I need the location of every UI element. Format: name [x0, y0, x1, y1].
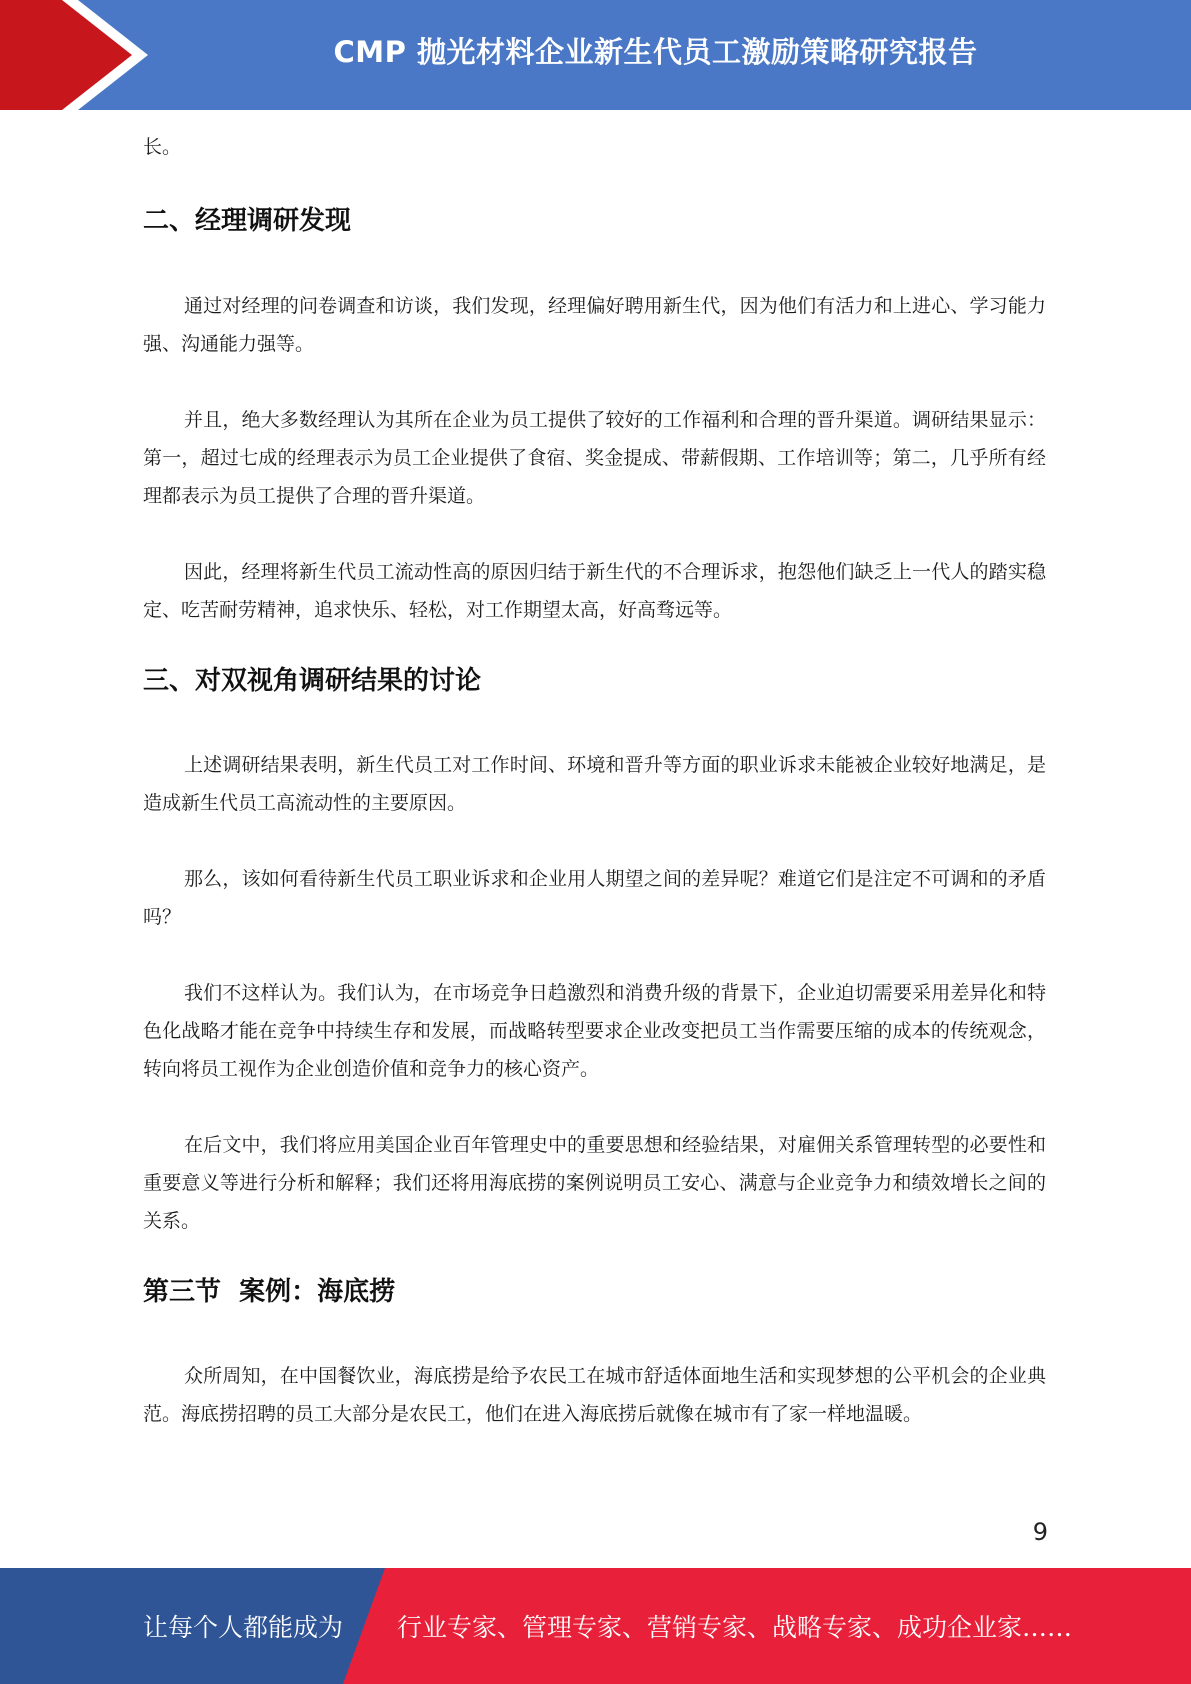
document-title: CMP 抛光材料企业新生代员工激励策略研究报告: [333, 34, 978, 69]
paragraph: 众所周知，在中国餐饮业，海底捞是给予农民工在城市舒适体面地生活和实现梦想的公平机会的企业典范。海底捞招聘的员工大部分是农民工，他们在进入海底捞后就像在城市有了家一样地温暖。: [143, 1365, 1046, 1425]
page-content: [143, 128, 1046, 1433]
paragraph: 并且，绝大多数经理认为其所在企业为员工提供了较好的工作福利和合理的晋升渠道。调研结果显示：第一，超过七成的经理表示为员工企业提供了食宿、奖金提成、带薪假期、工作培训等；第二，几乎所有经理都表示为员工提供了合理的晋升渠道。: [143, 409, 1046, 507]
paragraph: 那么，该如何看待新生代员工职业诉求和企业用人期望之间的差异呢？难道它们是注定不可调和的矛盾吗？: [143, 868, 1046, 928]
page-footer: [0, 1568, 1191, 1684]
footer-slogan-right: 行业专家、管理专家、营销专家、战略专家、成功企业家……: [397, 1613, 1073, 1642]
paragraph-continuation: 长。: [143, 136, 182, 158]
paragraph: 通过对经理的问卷调查和访谈，我们发现，经理偏好聘用新生代，因为他们有活力和上进心、学习能力强、沟通能力强等。: [143, 295, 1046, 355]
section-heading-manager-findings: 二、经理调研发现: [143, 206, 352, 236]
page-number: 9: [1032, 1518, 1048, 1546]
paragraph: 我们不这样认为。我们认为，在市场竞争日趋激烈和消费升级的背景下，企业迫切需要采用差异化和特色化战略才能在竞争中持续生存和发展，而战略转型要求企业改变把员工当作需要压缩的成本的传统观念，转向将员工视作为企业创造价值和竞争力的核心资产。: [143, 982, 1046, 1080]
footer-slogan-left: 让每个人都能成为: [143, 1613, 344, 1642]
section-heading-case-study: 第三节 案例：海底捞: [143, 1277, 396, 1307]
page-header: [0, 0, 1191, 110]
section-heading-discussion: 三、对双视角调研结果的讨论: [143, 666, 482, 696]
paragraph: 因此，经理将新生代员工流动性高的原因归结于新生代的不合理诉求，抱怨他们缺乏上一代人的踏实稳定、吃苦耐劳精神，追求快乐、轻松，对工作期望太高，好高骛远等。: [143, 561, 1046, 621]
paragraph: 在后文中，我们将应用美国企业百年管理史中的重要思想和经验结果，对雇佣关系管理转型的必要性和重要意义等进行分析和解释；我们还将用海底捞的案例说明员工安心、满意与企业竞争力和绩效增长之间的关系。: [143, 1134, 1046, 1232]
paragraph: 上述调研结果表明，新生代员工对工作时间、环境和晋升等方面的职业诉求未能被企业较好地满足，是造成新生代员工高流动性的主要原因。: [143, 754, 1046, 814]
chevron-arrow-icon: [0, 0, 160, 110]
